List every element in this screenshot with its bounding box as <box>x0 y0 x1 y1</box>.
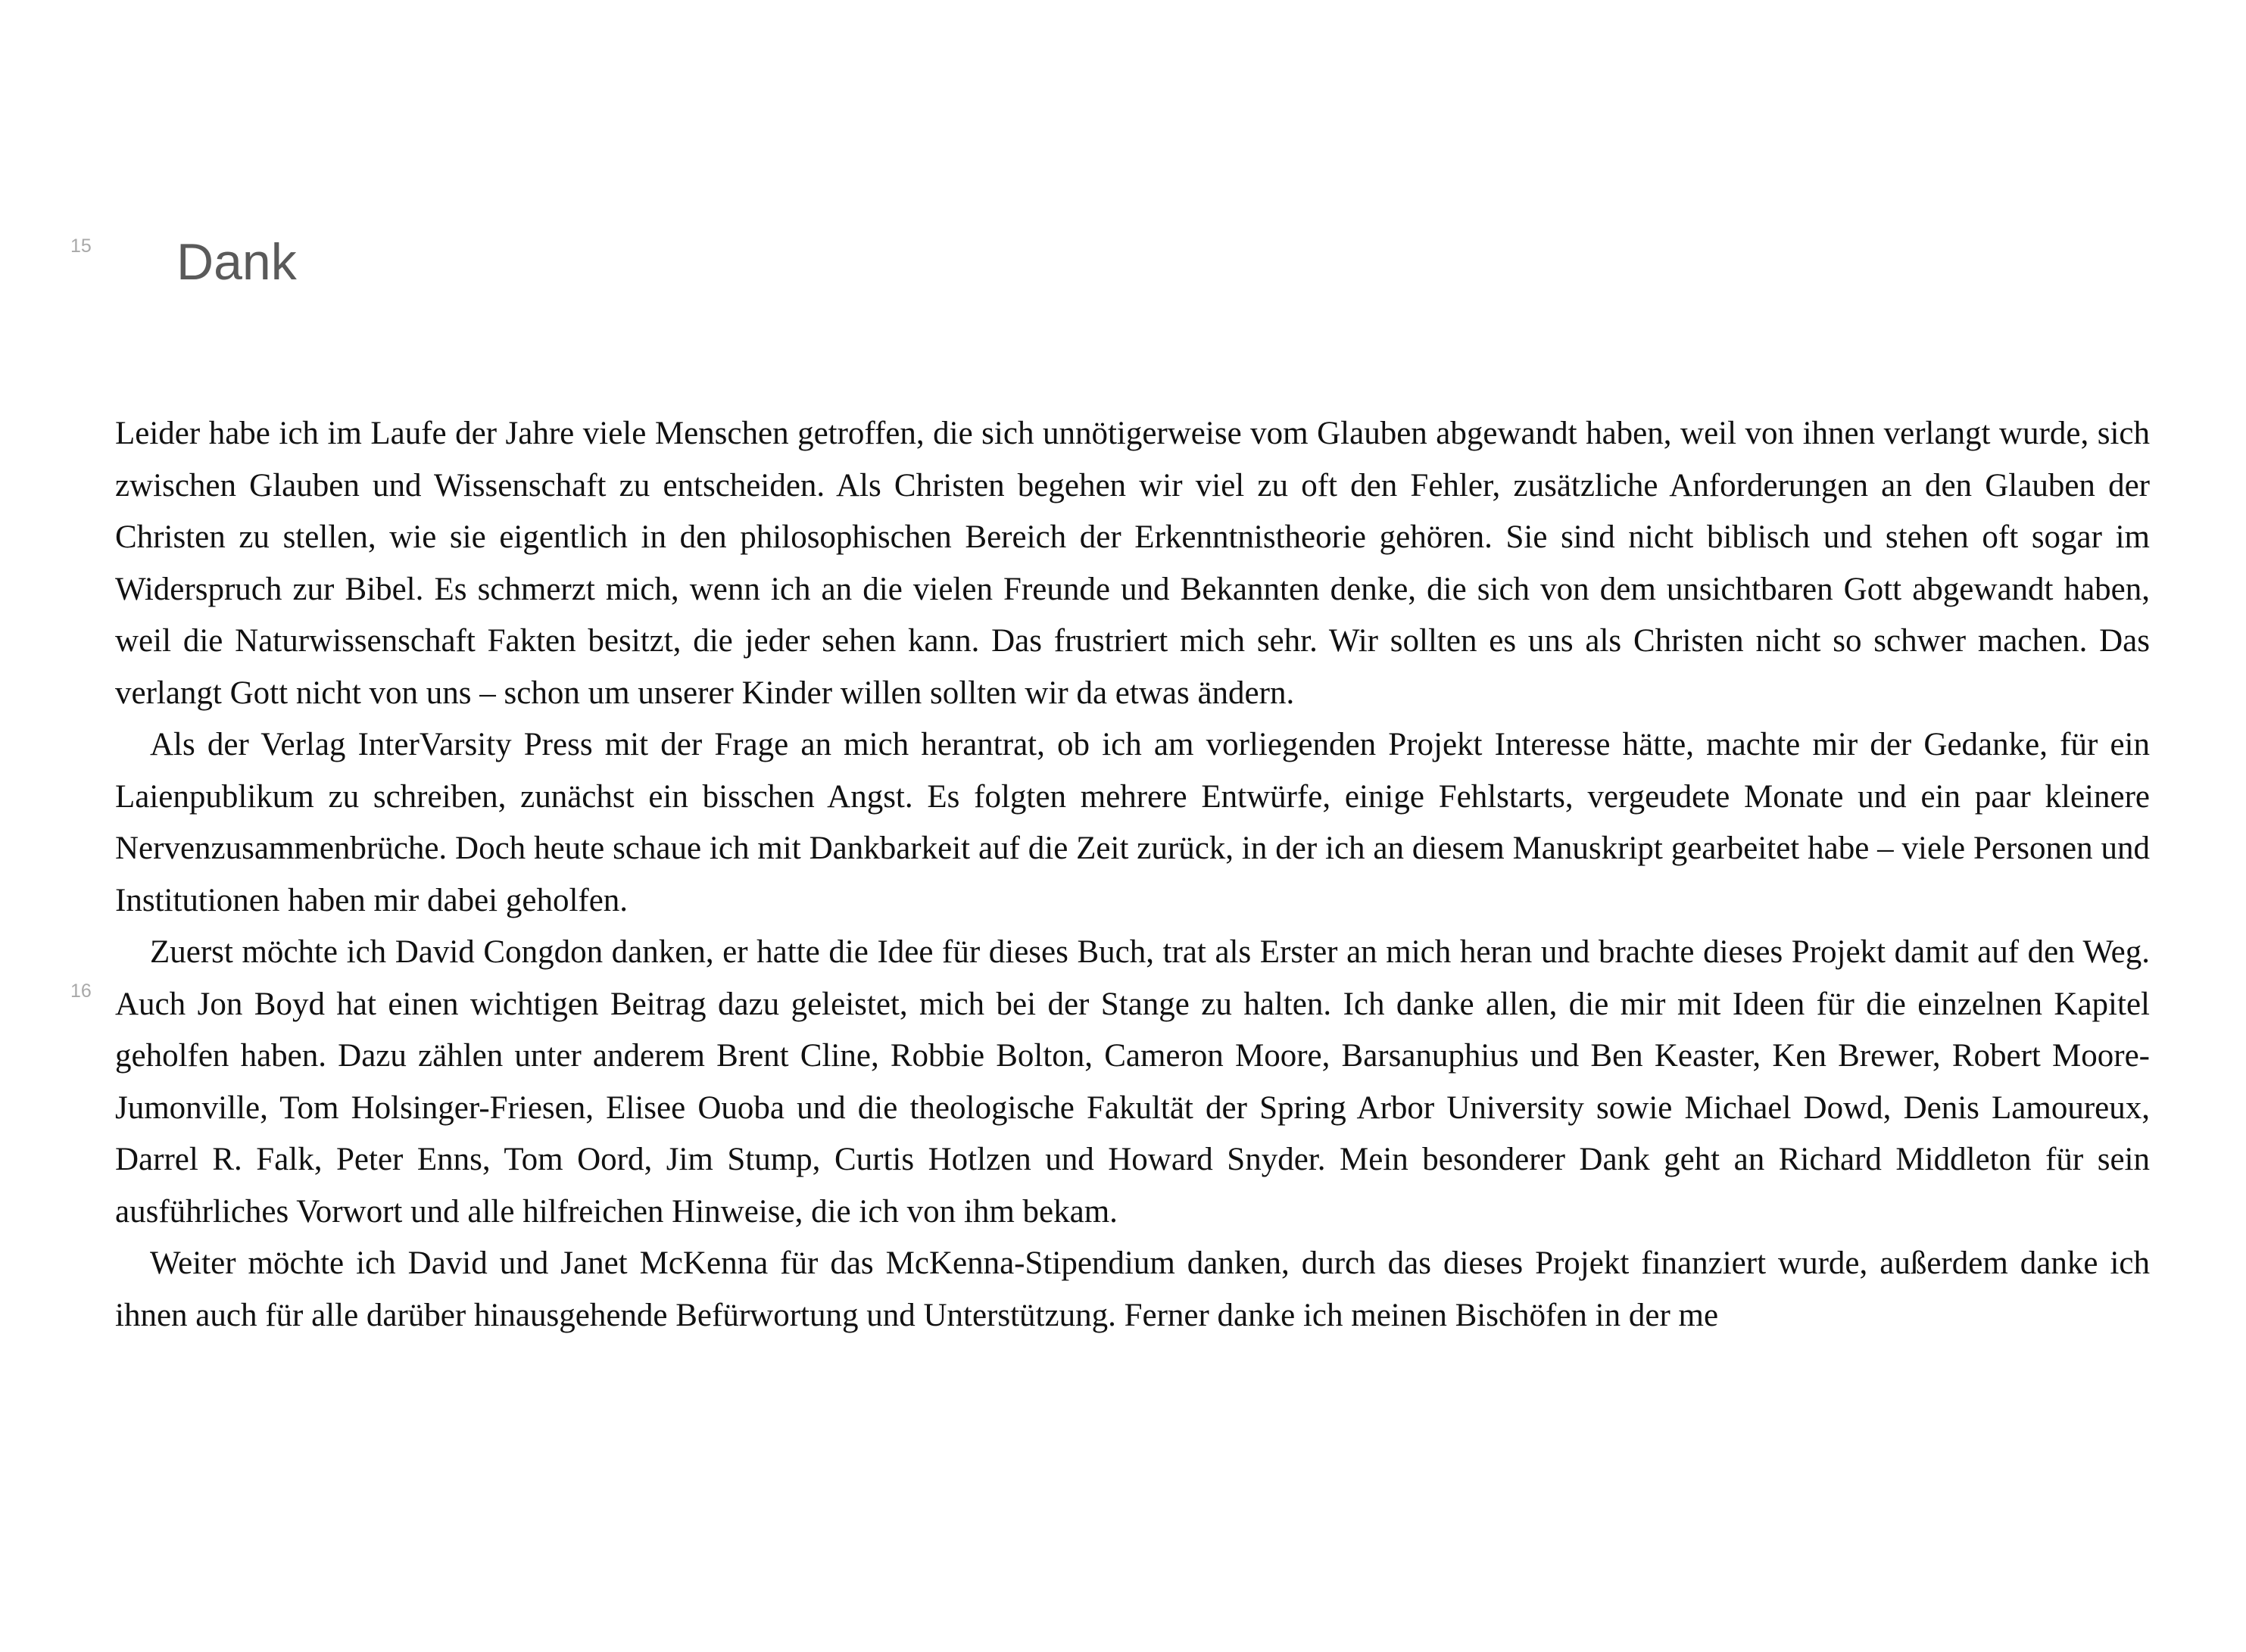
chapter-heading: Dank <box>176 233 297 291</box>
paragraph: Leider habe ich im Laufe der Jahre viele Menschen getroffen, die sich unnötigerweise vom Glauben abgewandt haben, weil von ihnen verlangt wurde, sich zwischen Glauben und Wissenschaft zu entscheiden. Als Christen begehen wir viel zu oft den Fehler, zusätzliche Anforderungen an den Glauben der Christen zu stellen, wie sie eigentlich in den philosophischen Bereich der Erkenntnistheorie gehören. Sie sind nicht biblisch und stehen oft sogar im Widerspruch zur Bibel. Es schmerzt mich, wenn ich an die vielen Freunde und Bekannten denke, die sich von dem unsichtbaren Gott abgewandt haben, weil die Naturwissenschaft Fakten besitzt, die jeder sehen kann. Das frustriert mich sehr. Wir sollten es uns als Christen nicht so schwer machen. Das verlangt Gott nicht von uns – schon um unserer Kinder willen sollten wir da etwas ändern. <box>115 416 2150 711</box>
page-number-marker: 15 <box>70 235 92 257</box>
body-text <box>115 408 2150 1342</box>
page-number-marker: 16 <box>70 980 92 1002</box>
paragraph: Weiter möchte ich David und Janet McKenna für das McKenna-Stipendium danken, durch das dieses Projekt finanziert wurde, außerdem danke ich ihnen auch für alle darüber hinausgehende Befürwortung und Unterstützung. Ferner danke ich meinen Bischöfen in der me <box>115 1245 2150 1333</box>
paragraph: Als der Verlag InterVarsity Press mit der Frage an mich herantrat, ob ich am vorliegenden Projekt Interesse hätte, machte mir der Gedanke, für ein Laienpublikum zu schreiben, zunächst ein bisschen Angst. Es folgten mehrere Entwürfe, einige Fehlstarts, vergeudete Monate und ein paar kleinere Nervenzusammenbrüche. Doch heute schaue ich mit Dankbarkeit auf die Zeit zurück, in der ich an diesem Manuskript gearbeitet habe – viele Personen und Institutionen haben mir dabei geholfen. <box>115 727 2150 918</box>
paragraph: Zuerst möchte ich David Congdon danken, er hatte die Idee für dieses Buch, trat als Erster an mich heran und brachte dieses Projekt damit auf den Weg. Auch Jon Boyd hat einen wichtigen Beitrag dazu geleistet, mich bei der Stange zu halten. Ich danke allen, die mir mit Ideen für die einzelnen Kapitel geholfen haben. Dazu zählen unter anderem Brent Cline, Robbie Bolton, Cameron Moore, Barsanuphius und Ben Keaster, Ken Brewer, Robert Moore-Jumonville, Tom Holsinger-Friesen, Elisee Ouoba und die theologische Fakultät der Spring Arbor University sowie Michael Dowd, Denis Lamoureux, Darrel R. Falk, Peter Enns, Tom Oord, Jim Stump, Curtis Hotlzen und Howard Snyder. Mein besonderer Dank geht an Richard Middleton für sein ausführliches Vorwort und alle hilfreichen Hinweise, die ich von ihm bekam. <box>115 934 2150 1230</box>
